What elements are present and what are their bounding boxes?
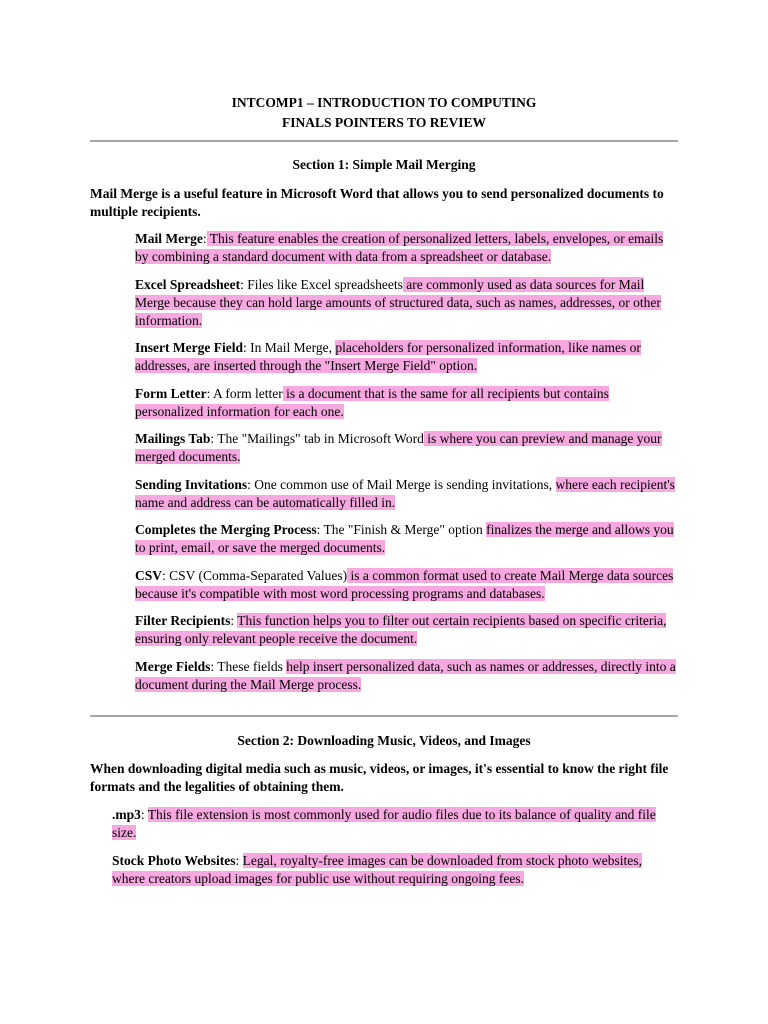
document-title [90,93,678,133]
list-item [135,276,680,330]
item-term: .mp3 [112,807,141,822]
list-item [135,230,680,266]
item-highlight: is where you can preview and manage your merged documents. [135,431,662,464]
item-highlight: help insert personalized data, such as names or addresses, directly into a document during the Mail Merge process. [135,658,676,692]
item-term: Sending Invitations [135,476,248,492]
item-text: : In Mail Merge, [242,340,336,355]
item-highlight: placeholders for personalized information, like names or addresses, are inserted through the "Insert Merge Field" option. [135,340,641,373]
item-highlight: This file extension is most commonly used for audio files due to its balance of quality and file size. [112,807,656,840]
item-highlight: finalizes the merge and allows you to print, email, or save the merged documents. [135,522,674,555]
item-text: : [230,613,238,628]
item-text: : [140,807,148,822]
item-text: : The "Finish & Merge" option [316,522,487,537]
divider [90,140,678,142]
list-item [112,806,678,842]
item-term: Excel Spreadsheet [135,276,241,292]
section-2-heading: Section 2: Downloading Music, Videos, and Images [237,733,531,748]
section-2-list [112,806,678,897]
list-item [135,339,680,375]
divider [90,715,678,717]
list-item [135,476,680,512]
section-2-intro: When downloading digital media such as music, videos, or images, it's essential to know the right file formats and the legalities of obtaining them. [90,761,669,794]
item-text: : A form letter [206,385,283,401]
document-subtitle: FINALS POINTERS TO REVIEW [282,115,486,130]
item-term: Mailings Tab [135,431,211,446]
item-text: : [235,852,243,868]
course-title: INTCOMP1 – INTRODUCTION TO COMPUTING [231,95,537,110]
item-term: Merge Fields [135,658,211,674]
item-highlight: This function helps you to filter out certain recipients based on specific criteria, ensuring only relevant people receive the document. [135,613,667,646]
item-term: Mail Merge [135,231,203,246]
section-1-intro: Mail Merge is a useful feature in Microsoft Word that allows you to send personalized documents to multiple recipients. [90,186,664,219]
item-text: : One common use of Mail Merge is sending invitations, [247,476,556,492]
item-highlight: is a common format used to create Mail Merge data sources because it's compatible with most word processing programs and databases. [135,567,674,601]
item-term: Filter Recipients [135,613,231,628]
list-item [112,852,678,888]
item-text: : The "Mailings" tab in Microsoft Word [210,431,424,446]
item-highlight: Legal, royalty-free images can be downloaded from stock photo websites, where creators upload images for public use without requiring ongoing fees. [112,852,642,886]
item-term: Completes the Merging Process [135,522,317,537]
section-1-list [135,230,680,703]
section-1-heading: Section 1: Simple Mail Merging [292,157,476,172]
item-highlight: where each recipient's name and address can be automatically filled in. [135,476,675,510]
list-item [135,521,680,557]
item-term: Form Letter [135,385,207,401]
list-item [135,385,680,421]
list-item [135,567,680,603]
item-text: : CSV (Comma-Separated Values) [162,567,348,583]
item-text: : [202,231,207,246]
item-term: CSV [135,567,163,583]
item-term: Stock Photo Websites [112,852,236,868]
item-highlight: are commonly used as data sources for Mail Merge because they can hold large amounts of structured data, such as names, addresses, or other information. [135,276,661,328]
list-item [135,612,680,648]
list-item [135,658,680,694]
item-highlight: This feature enables the creation of personalized letters, labels, envelopes, or emails by combining a standard document with data from a spreadsheet or database. [135,231,664,264]
item-text: : These fields [210,658,287,674]
item-term: Insert Merge Field [135,340,243,355]
list-item [135,430,680,466]
item-text: : Files like Excel spreadsheets [240,276,403,292]
item-highlight: is a document that is the same for all recipients but contains personalized information for each one. [135,385,609,419]
